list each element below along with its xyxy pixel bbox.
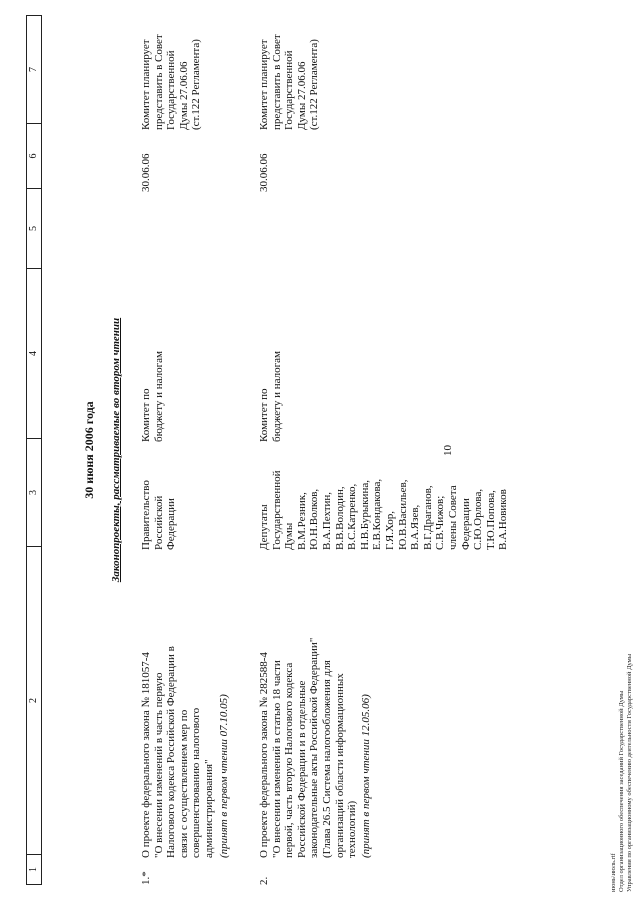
col-header-7: 7 [28, 67, 39, 72]
review-date: 30.06.06 [140, 153, 152, 192]
page-footer: июнь\июль.rtf Отдел организационного обеспечения заседаний Государственной Думы Управления по организационному обеспечению деятельности Государственной Думы [610, 653, 633, 892]
row-note: Комитет планирует представить в Совет Государственной Думы 27.06.06 (ст.122 Регламента) [258, 34, 321, 130]
col-header-1: 1 [27, 854, 41, 884]
initiator: Правительство Российской Федерации [140, 480, 178, 550]
first-reading-note: (принят в первом чтении 12.05.06) [360, 694, 372, 858]
bill-title: О проекте федерального закона № 181057-4 "О внесении изменений в часть первую Налогового кодекса Российской Федерации в связи с осуществлением мер по совершенствованию налогового администрирования" [140, 646, 215, 858]
col-header-4: 4 [27, 268, 41, 438]
row-number: 1.* [140, 871, 152, 885]
bill-title: О проекте федерального закона № 282588-4 "О внесении изменений в статью 18 части первой, часть вторую Налогового кодекса Российской Федерации и в отдельные законодательные акты Российской Федерации" (Глава 26.5 Система налогообложения для организаций области информационных технологий) [258, 637, 359, 858]
col-header-5: 5 [27, 188, 41, 268]
col-header-2: 2 [27, 546, 41, 854]
page-number: 10 [442, 445, 454, 456]
initiator: Депутаты Государственной Думы В.М.Резник, Ю.Н.Волков, В.А.Пехтин, В.В.Володин, В.С.Катренко, Н.В.Бурыкина, Е.В.Кондакова, Г.Я.Хор, Ю.В.Васильев, В.А.Язев, В.Г.Драганов, С.В.Чижов; члены Совета Федерации С.Ю.Орлова, Т.Ю.Попова, В.А.Новиков [258, 470, 510, 550]
responsible-committee: Комитет по бюджету и налогам [140, 351, 165, 442]
row-note: Комитет планирует представить в Совет Государственной Думы 27.06.06 (ст.122 Регламента) [140, 34, 203, 130]
col-header-6: 6 [27, 123, 41, 188]
section-heading: Законопроекты, рассматриваемые во втором чтении [110, 317, 122, 583]
date-heading: 30 июня 2006 года [82, 401, 96, 499]
column-header-row [26, 15, 42, 885]
col-header-3: 3 [27, 438, 41, 546]
responsible-committee: Комитет по бюджету и налогам [258, 351, 283, 442]
review-date: 30.06.06 [258, 153, 270, 192]
first-reading-note: (принят в первом чтении 07.10.05) [218, 694, 230, 858]
row-number: 2. [258, 876, 270, 885]
